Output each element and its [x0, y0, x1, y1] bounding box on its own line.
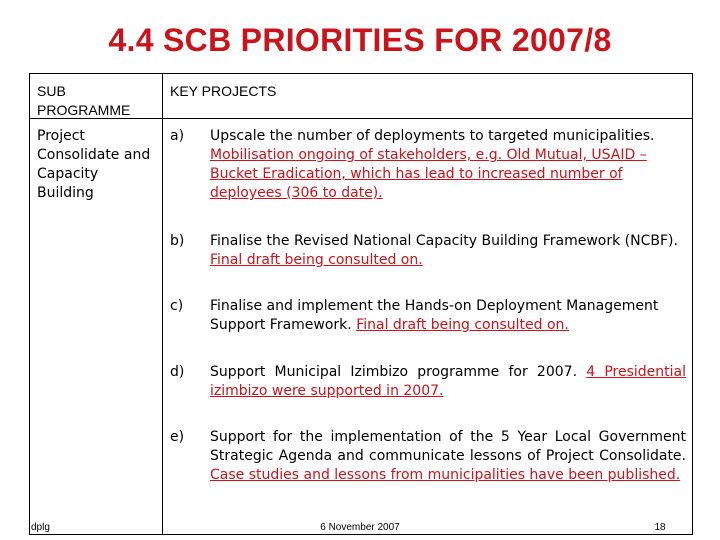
sub-programme-name: Project Consolidate and Capacity Building [37, 128, 151, 201]
item-text [210, 232, 686, 270]
item-text [210, 127, 686, 203]
progress-note: Case studies and lessons from municipalities have been published. [210, 467, 681, 483]
item-text [210, 428, 686, 485]
item-description: Finalise and implement the Hands-on Deployment Management Support Framework. [210, 298, 659, 333]
item-letter: c) [170, 298, 184, 314]
progress-note: 4 Presidential izimbizo were supported in 2007. [210, 364, 686, 399]
item-letter: e) [170, 429, 185, 445]
header-sub-programme: SUB PROGRAMME [37, 83, 131, 118]
item-description: Support Municipal Izimbizo programme for 2007. [210, 364, 578, 380]
item-description: Upscale the number of deployments to targeted municipalities. [210, 128, 655, 144]
progress-note: Final draft being consulted on. [210, 252, 423, 268]
page-title: 4.4 SCB PRIORITIES FOR 2007/8 [108, 22, 612, 58]
item-letter: d) [170, 364, 185, 380]
footer-date: 6 November 2007 [320, 522, 400, 533]
header-key-projects: KEY PROJECTS [170, 83, 277, 99]
item-letter: a) [170, 128, 185, 144]
item-text [210, 297, 686, 335]
progress-note: Final draft being consulted on. [356, 317, 569, 333]
footer-org: dplg [31, 522, 50, 533]
column-divider [162, 73, 163, 535]
page-number: 18 [654, 522, 666, 533]
item-text [210, 363, 686, 401]
progress-note: Mobilisation ongoing of stakeholders, e.g. Old Mutual, USAID – Bucket Eradication, which has lead to increased number of deployees (306 to date). [210, 147, 647, 201]
item-letter: b) [170, 233, 185, 249]
item-description: Support for the implementation of the 5 Year Local Government Strategic Agenda and communicate lessons of Project Consolidate. [210, 429, 686, 464]
item-description: Finalise the Revised National Capacity Building Framework (NCBF). [210, 233, 678, 249]
